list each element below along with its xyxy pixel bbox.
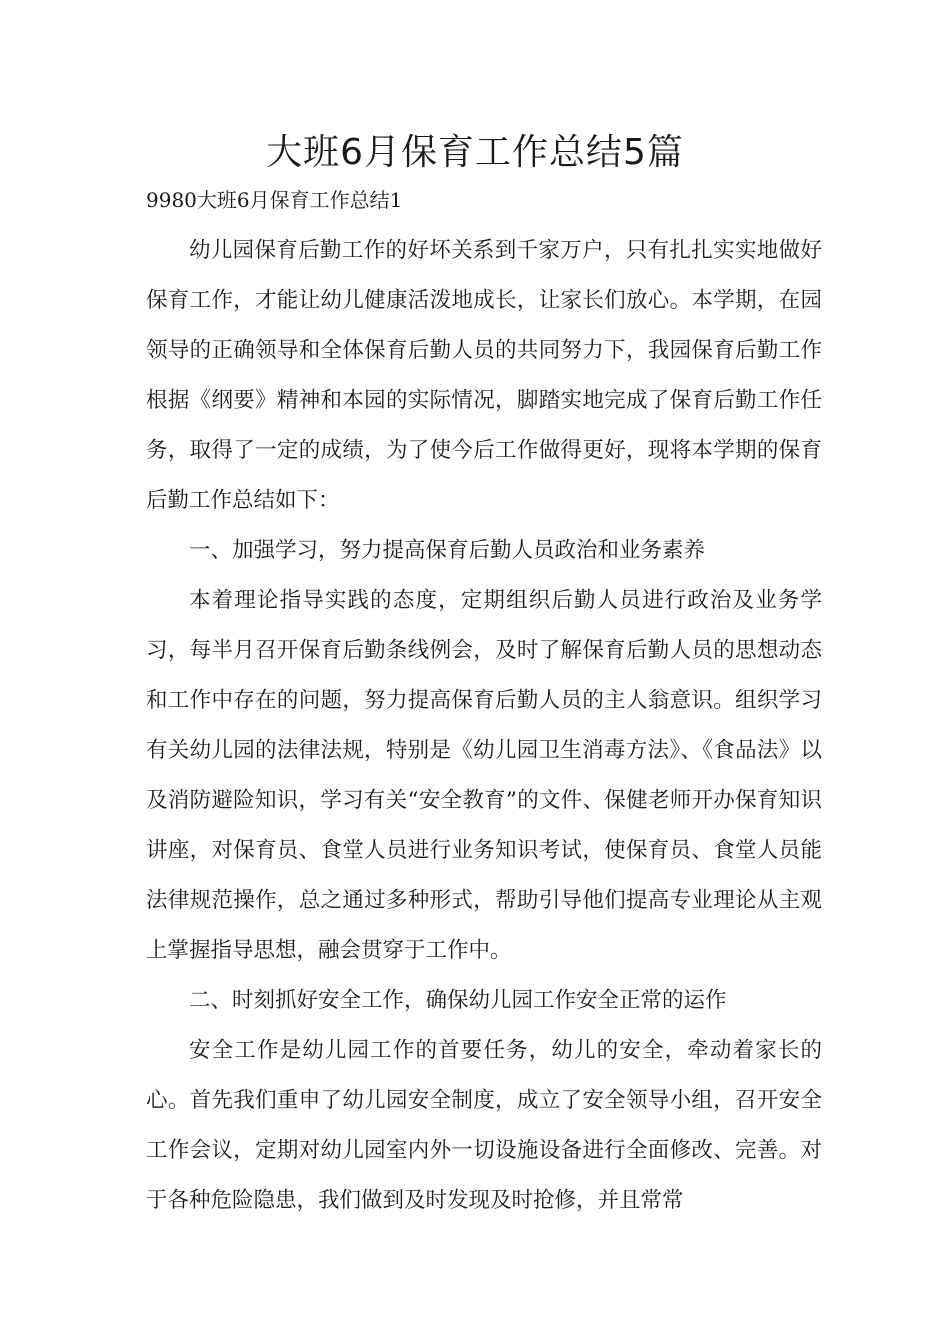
section-heading-1: 一、加强学习，努力提高保育后勤人员政治和业务素养 — [189, 538, 706, 563]
document-title: 大班6月保育工作总结5篇 — [266, 132, 684, 173]
paragraph-section-1: 本着理论指导实践的态度，定期组织后勤人员进行政治及业务学习，每半月召开保育后勤条线例会，及时了解保育后勤人员的思想动态和工作中存在的问题，努力提高保育后勤人员的主人翁意识。组织学习有关幼儿园的法律法规，特别是《幼儿园卫生消毒方法》、《食品法》以及消防避险知识，学习有关“安全教育”的文件、保健老师开办保育知识讲座，对保育员、食堂人员进行业务知识考试，使保育员、食堂人员能法律规范操作，总之通过多种形式，帮助引导他们提高专业理论从主观上掌握指导思想，融会贯穿于工作中。 — [146, 588, 822, 963]
paragraph-section-2: 安全工作是幼儿园工作的首要任务，幼儿的安全，牵动着家长的心。首先我们重申了幼儿园安全制度，成立了安全领导小组，召开安全工作会议，定期对幼儿园室内外一切设施设备进行全面修改、完善。对于各种危险隐患，我们做到及时发现及时抢修，并且常常 — [146, 1038, 822, 1213]
section-heading-2: 二、时刻抓好安全工作，确保幼儿园工作安全正常的运作 — [189, 988, 727, 1013]
document-subtitle: 9980大班6月保育工作总结1 — [146, 188, 403, 212]
paragraph-intro: 幼儿园保育后勤工作的好坏关系到千家万户，只有扎扎实实地做好保育工作，才能让幼儿健康活泼地成长，让家长们放心。本学期，在园领导的正确领导和全体保育后勤人员的共同努力下，我园保育后勤工作根据《纲要》精神和本园的实际情况，脚踏实地完成了保育后勤工作任务，取得了一定的成绩，为了使今后工作做得更好，现将本学期的保育后勤工作总结如下： — [146, 238, 822, 513]
document-body — [146, 226, 822, 1226]
